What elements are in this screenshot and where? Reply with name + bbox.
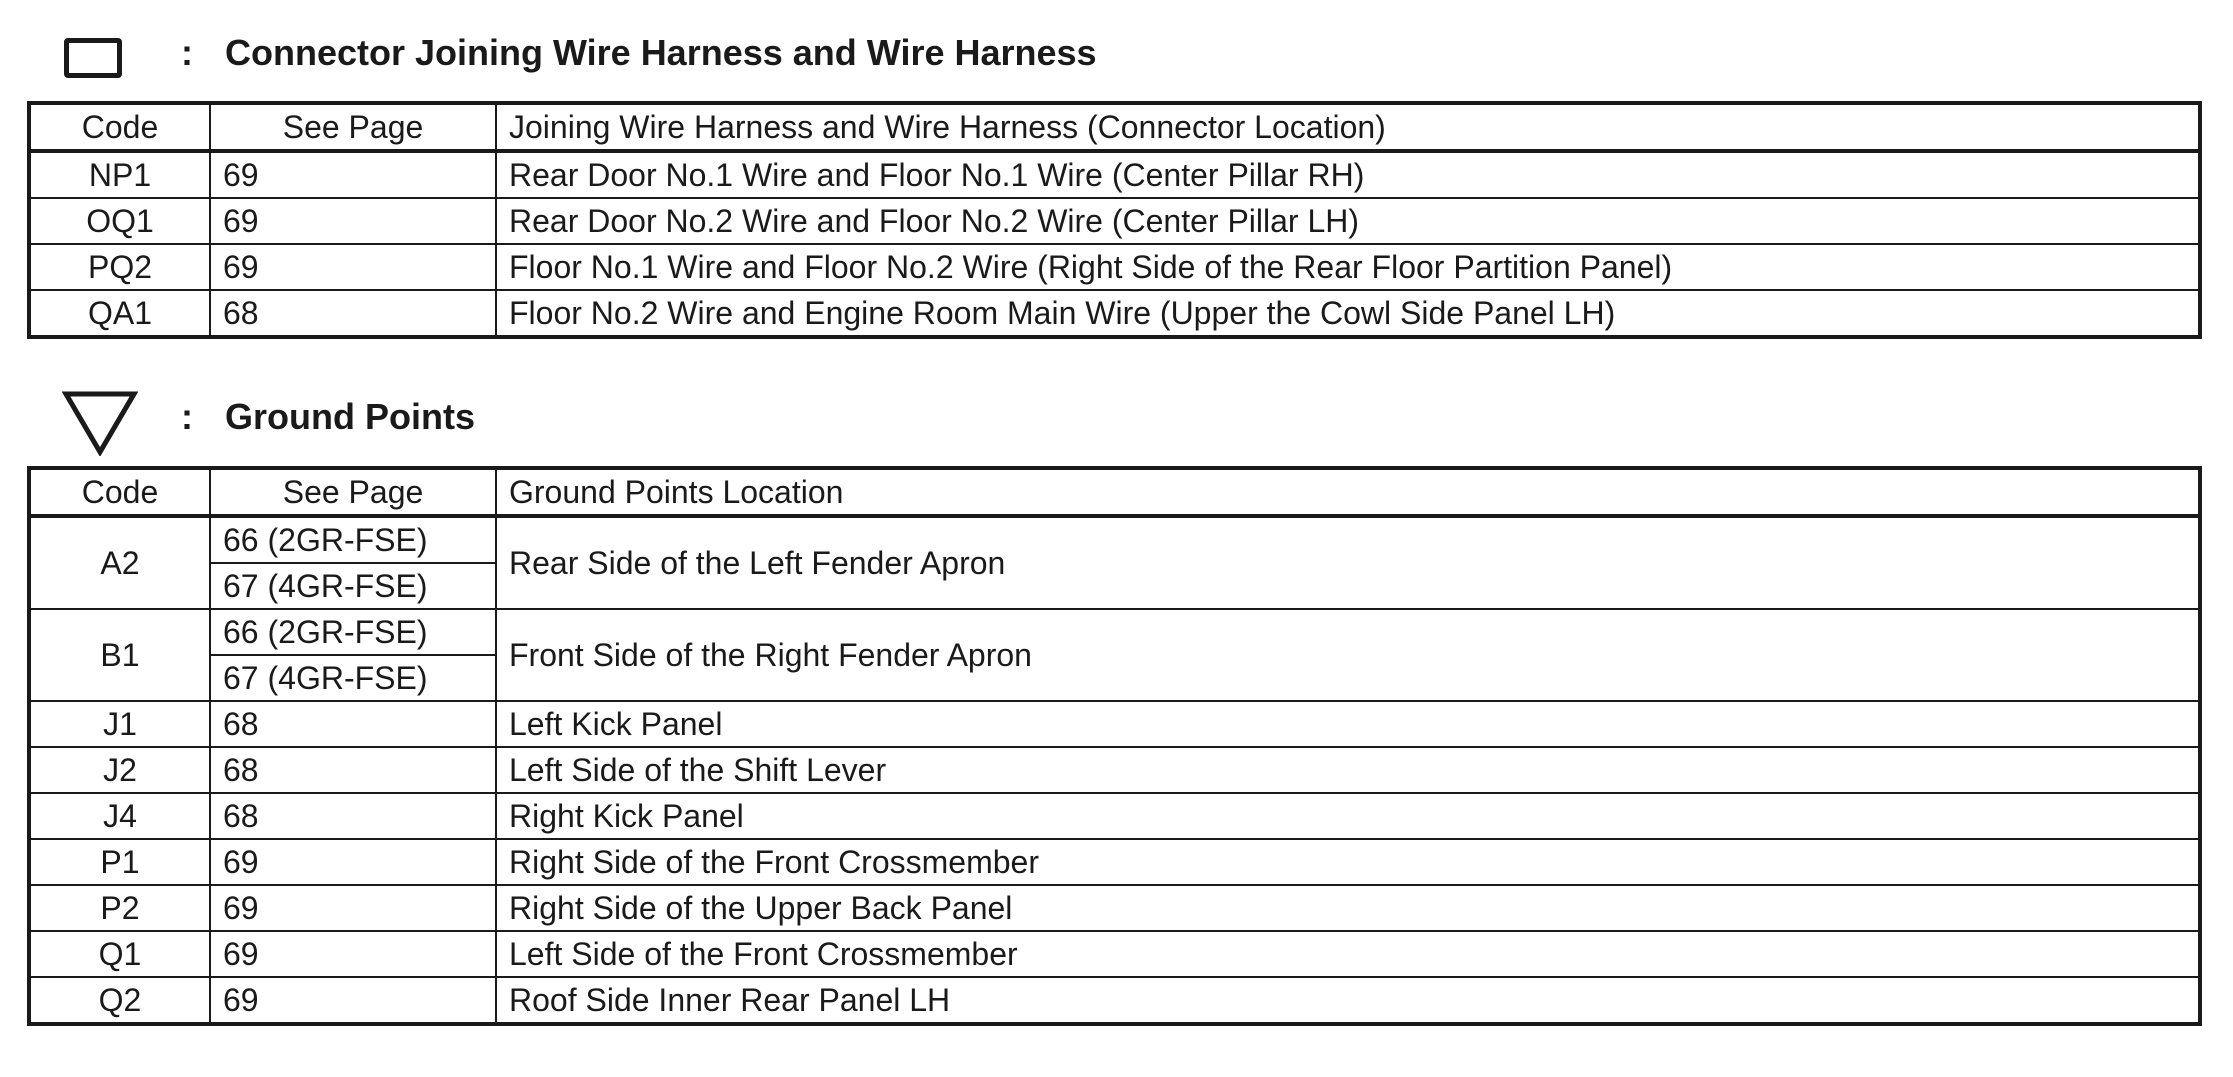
row-page: 67 (4GR-FSE) (210, 563, 496, 609)
row-code: Q1 (29, 931, 210, 977)
row-location: Front Side of the Right Fender Apron (496, 609, 2200, 701)
connector-section-title: Connector Joining Wire Harness and Wire Harness (225, 32, 1097, 73)
row-code: QA1 (29, 290, 210, 337)
connector-section-header (0, 8, 2233, 88)
row-location: Right Side of the Front Crossmember (496, 839, 2200, 885)
row-code: A2 (29, 516, 210, 609)
table-row (29, 931, 2200, 977)
table-row (29, 198, 2200, 244)
ground-colon: : (181, 396, 193, 437)
row-code: P1 (29, 839, 210, 885)
row-page: 69 (210, 977, 496, 1024)
table-row (29, 701, 2200, 747)
row-page: 69 (210, 885, 496, 931)
row-page: 69 (210, 931, 496, 977)
table-row (29, 839, 2200, 885)
table-row (29, 290, 2200, 337)
row-location: Roof Side Inner Rear Panel LH (496, 977, 2200, 1024)
row-page: 68 (210, 701, 496, 747)
row-code: B1 (29, 609, 210, 701)
table-row (29, 151, 2200, 198)
row-location: Rear Door No.1 Wire and Floor No.1 Wire (Center Pillar RH) (496, 151, 2200, 198)
connector-header-page: See Page (210, 103, 496, 151)
table-row (29, 516, 2200, 563)
row-page: 68 (210, 290, 496, 337)
connector-colon: : (181, 32, 193, 73)
row-location: Rear Side of the Left Fender Apron (496, 516, 2200, 609)
row-location: Floor No.2 Wire and Engine Room Main Wire (Upper the Cowl Side Panel LH) (496, 290, 2200, 337)
table-row (29, 977, 2200, 1024)
ground-table-header-row (29, 468, 2200, 516)
ground-section-title: Ground Points (225, 396, 475, 437)
table-row (29, 793, 2200, 839)
row-location: Left Kick Panel (496, 701, 2200, 747)
row-code: OQ1 (29, 198, 210, 244)
ground-table (27, 466, 2202, 1026)
row-page: 66 (2GR-FSE) (210, 609, 496, 655)
connector-header-code: Code (29, 103, 210, 151)
row-page: 67 (4GR-FSE) (210, 655, 496, 701)
table-row (29, 244, 2200, 290)
row-page: 69 (210, 839, 496, 885)
row-code: J1 (29, 701, 210, 747)
row-code: J4 (29, 793, 210, 839)
row-page: 68 (210, 793, 496, 839)
row-page: 69 (210, 198, 496, 244)
connector-symbol-icon (64, 38, 122, 78)
row-page: 66 (2GR-FSE) (210, 516, 496, 563)
row-page: 69 (210, 151, 496, 198)
row-location: Left Side of the Shift Lever (496, 747, 2200, 793)
row-code: PQ2 (29, 244, 210, 290)
table-row (29, 747, 2200, 793)
connector-table (27, 101, 2202, 339)
row-page: 68 (210, 747, 496, 793)
connector-header-location: Joining Wire Harness and Wire Harness (Connector Location) (496, 103, 2200, 151)
ground-header-code: Code (29, 468, 210, 516)
row-code: J2 (29, 747, 210, 793)
table-row (29, 885, 2200, 931)
ground-section-header (0, 372, 2233, 452)
row-location: Left Side of the Front Crossmember (496, 931, 2200, 977)
ground-header-page: See Page (210, 468, 496, 516)
row-page: 69 (210, 244, 496, 290)
table-row (29, 609, 2200, 655)
row-code: Q2 (29, 977, 210, 1024)
row-location: Right Side of the Upper Back Panel (496, 885, 2200, 931)
row-location: Rear Door No.2 Wire and Floor No.2 Wire (Center Pillar LH) (496, 198, 2200, 244)
ground-triangle-icon (62, 390, 138, 456)
connector-table-header-row (29, 103, 2200, 151)
ground-header-location: Ground Points Location (496, 468, 2200, 516)
row-location: Right Kick Panel (496, 793, 2200, 839)
row-location: Floor No.1 Wire and Floor No.2 Wire (Right Side of the Rear Floor Partition Panel) (496, 244, 2200, 290)
row-code: P2 (29, 885, 210, 931)
row-code: NP1 (29, 151, 210, 198)
